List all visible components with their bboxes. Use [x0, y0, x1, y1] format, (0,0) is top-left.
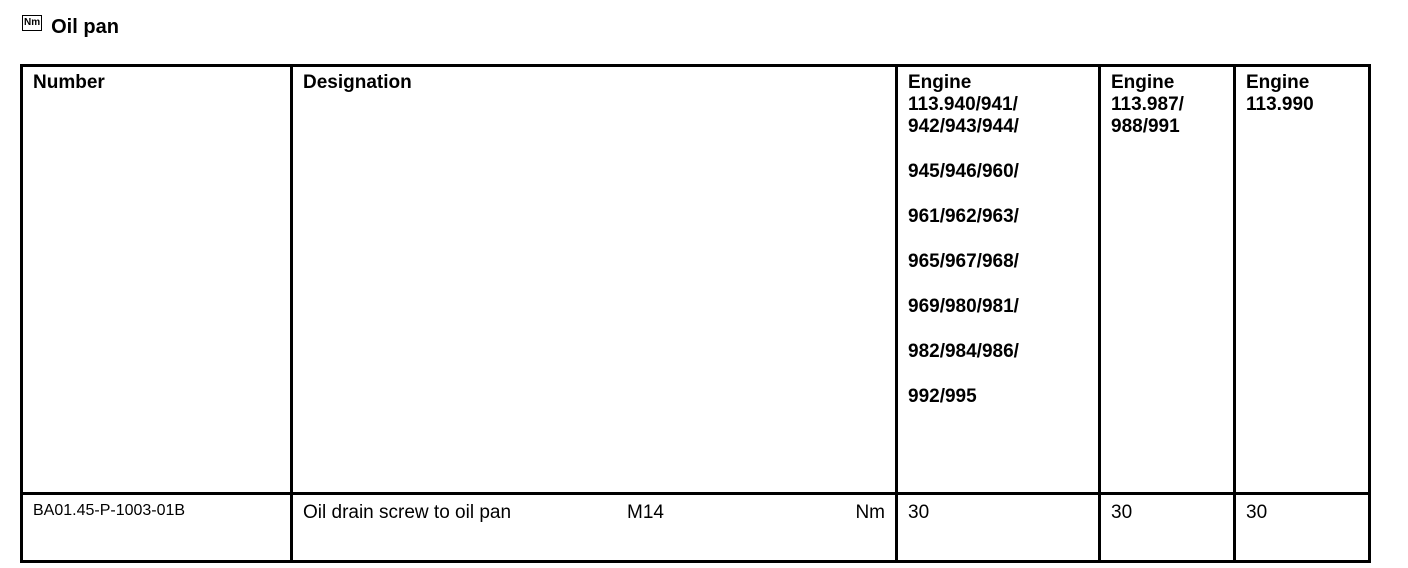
cell-number: BA01.45-P-1003-01B — [22, 494, 292, 562]
engine-1-line: 982/984/986/ — [908, 341, 1019, 362]
engine-2-line: 988/991 — [1111, 116, 1180, 137]
column-header-number: Number — [22, 66, 292, 494]
engine-2-line: 113.987/ — [1111, 94, 1184, 115]
engine-3-line: 113.990 — [1246, 94, 1314, 115]
torque-spec-table — [20, 64, 1371, 563]
thread-size: M14 — [627, 502, 664, 523]
column-header-engine-3 — [1235, 66, 1370, 494]
cell-engine-3-value: 30 — [1235, 494, 1370, 562]
column-header-engine-2 — [1100, 66, 1235, 494]
engine-1-label: Engine — [908, 72, 972, 93]
page-title-row — [22, 14, 119, 40]
torque-nm-icon: Nm — [22, 15, 42, 31]
engine-3-label: Engine — [1246, 72, 1310, 93]
cell-engine-2-value: 30 — [1100, 494, 1235, 562]
table-row — [22, 494, 1370, 562]
engine-1-line: 965/967/968/ — [908, 251, 1019, 272]
engine-1-line: 992/995 — [908, 386, 977, 407]
column-header-engine-1 — [897, 66, 1100, 494]
cell-engine-1-value: 30 — [897, 494, 1100, 562]
engine-2-label: Engine — [1111, 72, 1175, 93]
engine-1-line: 945/946/960/ — [908, 161, 1019, 182]
table-header-row — [22, 66, 1370, 494]
cell-designation — [292, 494, 897, 562]
engine-1-line: 961/962/963/ — [908, 206, 1019, 227]
torque-unit: Nm — [855, 502, 885, 523]
engine-1-line: 969/980/981/ — [908, 296, 1019, 317]
engine-1-line: 942/943/944/ — [908, 116, 1019, 137]
engine-1-line: 113.940/941/ — [908, 94, 1018, 115]
page-title: Oil pan — [51, 15, 119, 38]
designation-text: Oil drain screw to oil pan — [303, 502, 512, 523]
column-header-designation: Designation — [292, 66, 897, 494]
